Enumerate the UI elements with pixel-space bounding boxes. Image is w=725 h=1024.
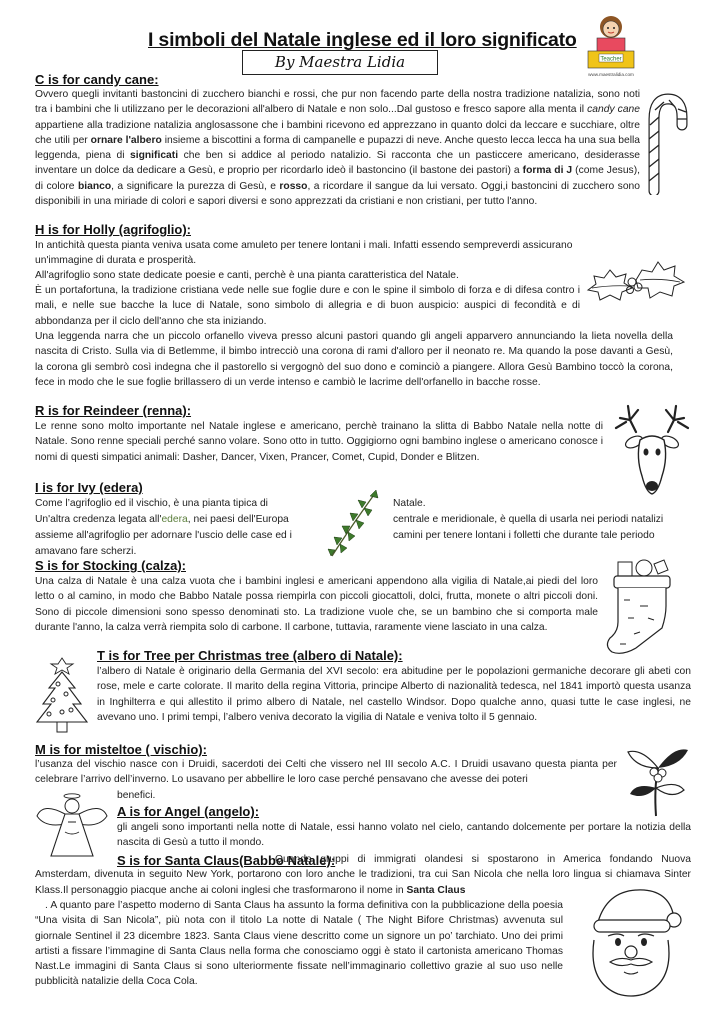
ivy-icon	[326, 488, 382, 560]
paragraph-mistletoe: l’usanza del vischio nasce con i Druidi, sacerdoti dei Celti che vissero nel III secolo A.C. I Druidi usavano questa pianta per celebrare l’arrivo dell’inverno. Lo usavano per abbellire le loro case perché pensavano che avesse dei poteri	[35, 759, 617, 786]
logo-caption: www.maestralidia.com	[588, 72, 634, 77]
paragraph-holly-2: All'agrifoglio sono state dedicate poesie e canti, perchè è una pianta caratteristica del Natale.	[35, 270, 459, 281]
paragraph-mistletoe-end: benefici.	[117, 790, 156, 801]
paragraph-holly-1: In antichità questa pianta veniva usata come amuleto per tenere lontani i mali. Infatti essendo sempreverdi assicurano un'immagine di durata e prosperità.	[35, 240, 573, 267]
reindeer-icon	[612, 398, 692, 502]
mistletoe-icon	[622, 738, 692, 818]
heading-stocking: S is for Stocking (calza):	[35, 558, 186, 573]
paragraph-stocking: Una calza di Natale è una calza vuota che i bambini inglesi e americani appendono alla vigilia di Natale,ai piedi del loro letto o al camino, in modo che Babbo Natale possa riempirla con piccoli giocattoli, dolci, frutta, monete o altri piccoli doni. Sono di piccole dimensioni sono spesso denominati sto. La tradizione vuole che, se un bambino che si comporta male durante l'anno, la calza verrà riempita solo di carbone. Il carbone, tuttavia, raramente viene lasciato in una calza.	[35, 576, 598, 633]
paragraph-reindeer: Le renne sono molto importante nel Natale inglese e americano, perchè trainano la slitta di Babbo Natale nella notte di Natale. Sono renne speciali perché sanno volare. Sono otto in tutto. Oggigiorno ogni bambino inglese o americano conosce i nomi di questi simpatici animali: Dasher, Dancer, Vixen, Prancer, Comet, Cupid, Donder e Blitzen.	[35, 421, 603, 463]
byline-box: By Maestra Lidia	[242, 50, 438, 75]
heading-holly: H is for Holly (agrifoglio):	[35, 222, 191, 237]
santa-icon	[578, 882, 690, 998]
heading-candy-cane: C is for candy cane:	[35, 72, 159, 87]
candy-cane-icon	[642, 93, 690, 195]
page-title: I simboli del Natale inglese ed il loro significato	[148, 29, 577, 51]
paragraph-holly-3: È un portafortuna, la tradizione cristiana vede nelle sue foglie dure e con le spine il simbolo di forza e di difesa contro i mali, e nelle sue bacche la luce di Natale, sono simbolo di allegria e di buon auspicio: auspici di fecondità e di abbondanza per il ciclo dell'anno che sta iniziando.	[35, 285, 580, 327]
ivy-left-line-4: amavano fare scherzi.	[35, 546, 137, 557]
teacher-logo	[585, 14, 637, 78]
paragraph-holly-4: Una leggenda narra che un piccolo orfanello viveva presso alcuni pastori quando gli angeli apparvero annunciando la lieta novella della nascita di Cristo. Sulla via di Betlemme, il bimbo intrecciò una corona di rami d'alloro per il neonato re. Ma quando la pose davanti a Gesù, la corona gli sembrò così indegna che il pastorello si vergognò del suo dono e cominciò a piangere. Allora Gesù Bambino toccò la corona, fece in modo che le sue foglie brillassero di un verde intenso e cambiò le lacrime dell'orfanello in bacche rosse.	[35, 331, 673, 388]
paragraph-santa-lead: Quando gruppi di immigrati olandesi si spostarono in America fondando Nuova Amsterdam, divenuta in seguito New York, portarono con loro anche le tradizioni, tra cui San Nicola che nella loro lingua si chiamava Sinter Klass.Il personaggio piacque anche ai coloni inglesi che trasformarono il nome in Santa Claus	[35, 854, 691, 896]
ivy-right-line-1: Natale.	[393, 498, 426, 509]
logo-sign-text: Teacher	[600, 56, 622, 63]
paragraph-santa: . A quanto pare l’aspetto moderno di Santa Claus ha assunto la forma definitiva con la pubblicazione della poesia “Una visita di San Nicola”, più nota con il titolo La notte di Natale ( The Night Bifore Christmas) avvenuta sul giornale Sentinel il 23 dicembre 1823. Santa Claus viene descritto come un signore un po’ tarchiato. Uno dei primi artisti a fissare l’immagine di Santa Claus nella forma che conosciamo oggi è stato il cartonista americano Thomas Nast.Le immagini di Santa Claus si sono ulteriormente fissate nell’immaginario collettivo grazie al suo uso nelle pubblicità natalizie della Coca Cola.	[35, 900, 563, 988]
ivy-right-line-3: camini per tenere lontani i folletti che durante tale periodo	[393, 530, 655, 541]
heading-tree: T is for Tree per Christmas tree (albero di Natale):	[97, 648, 403, 663]
heading-mistletoe: M is for misteltoe ( vischio):	[35, 742, 207, 757]
tree-icon	[33, 654, 91, 736]
paragraph-candy-cane: Ovvero quegli invitanti bastoncini di zucchero bianchi e rossi, che pur non facendo parte della nostra tradizione natalizia, sono noti tra i bambini che li utilizzano per le decorazioni all'albero di Natale e non solo...Dal gustoso e fresco sapore alla menta il candy cane appartiene alla tradizione natalizia anglosassone che i bambini ricevono ed apprezzano in quanto dolci da leccare e succhiare, oltre che utili per ornare l'albero insieme a biscottini a forma di campanelle e pupazzi di neve. Anche questo lecca lecca ha una sua bella leggenda, piena di significati che ben si addice al periodo natalizio. Si racconta che un pasticcere americano, desiderasse inventare un dolce da dedicare a Gesù, e proprio per ricordarlo ideò il bastoncino (il bastone dei pastori) a forma di J (come Jesus), di colore bianco, a significare la purezza di Gesù, e rosso, a ricordare il sangue da lui versato. Oggi,i bastoncini di zucchero sono disponibili in una miriade di colori e sapori diversi e sono apprezzati da cristiani e non cristiani, per tutto l'anno.	[35, 89, 640, 208]
heading-ivy: I is for Ivy (edera)	[35, 480, 143, 495]
ivy-right-line-2: centrale e meridionale, è quella di usarla nei periodi natalizi	[393, 514, 664, 525]
ivy-left-line-1: Come l’agrifoglio ed il vischio, è una pianta tipica di	[35, 498, 268, 509]
paragraph-angel: gli angeli sono importanti nella notte di Natale, essi hanno volato nel cielo, cantando dolcemente per portare la notizia della nascita di Gesù a tutto il mondo.	[117, 822, 691, 849]
paragraph-tree: l’albero di Natale è originario della Germania del XVI secolo: era abitudine per le popolazioni germaniche decorare gli abeti con rose, mele e carte colorate. Il marito della regina Vittoria, principe Alberto di nazionalità tedesca, nel 1841 importò questa usanza in Inghilterra e qui allestito il primo albero di Natale, nel castello Windsor. Dopo qualche anno, quasi tutte le case inglesi, ne avevano uno. I primi tempi, l’albero veniva decorato la vigilia di Natale e veniva tolto il 5 gennaio.	[97, 666, 691, 723]
stocking-icon	[604, 556, 686, 658]
holly-icon	[580, 250, 690, 310]
heading-santa: S is for Santa Claus(Babbo Natale):	[117, 853, 336, 868]
heading-angel: A is for Angel (angelo):	[117, 804, 260, 819]
angel-icon	[35, 792, 109, 860]
ivy-left-line-2: Un'altra credenza legata all'edera, nei paesi dell'Europa	[35, 514, 289, 525]
ivy-left-line-3: assieme all'agrifoglio per adornare l'uscio delle case ed i	[35, 530, 292, 541]
heading-reindeer: R is for Reindeer (renna):	[35, 403, 192, 418]
